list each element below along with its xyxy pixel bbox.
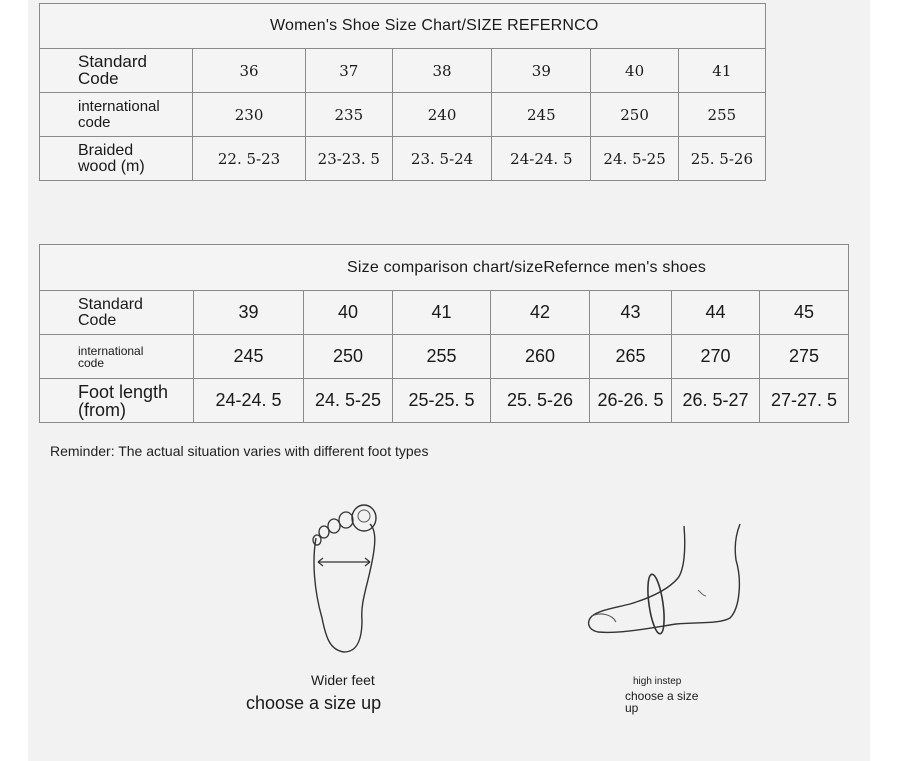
cell-value: 26. 5-27 [672,379,760,423]
men-size-chart [39,244,849,423]
row-label: international code [40,335,194,379]
men-row-foot-length [40,379,849,423]
wide-feet-label: Wider feet [311,672,375,688]
women-row-braided-wood [40,137,766,181]
men-chart-title: Size comparison chart/sizeRefernce men's shoes [40,245,849,291]
cell-value: 42 [491,291,590,335]
cell-value: 40 [304,291,393,335]
cell-value: 245 [194,335,304,379]
cell-value: 260 [491,335,590,379]
women-chart-title: Women's Shoe Size Chart/SIZE REFERNCO [40,4,766,49]
cell-value: 37 [305,49,392,93]
wide-feet-advice: choose a size up [246,693,382,713]
high-instep-foot-icon [580,520,750,650]
cell-value: 24-24. 5 [492,137,591,181]
cell-value: 36 [193,49,305,93]
row-label: Standard Code [40,49,193,93]
cell-value: 245 [492,93,591,137]
cell-value: 240 [392,93,491,137]
cell-value: 250 [591,93,678,137]
cell-value: 39 [492,49,591,93]
cell-value: 275 [760,335,849,379]
row-label: Braided wood (m) [40,137,193,181]
cell-value: 235 [305,93,392,137]
cell-value: 41 [393,291,491,335]
cell-value: 39 [194,291,304,335]
women-row-international-code [40,93,766,137]
cell-value: 265 [590,335,672,379]
men-row-standard-code [40,291,849,335]
cell-value: 38 [392,49,491,93]
women-row-standard-code [40,49,766,93]
men-row-international-code [40,335,849,379]
cell-value: 255 [393,335,491,379]
cell-value: 23. 5-24 [392,137,491,181]
cell-value: 27-27. 5 [760,379,849,423]
high-instep-advice: choose a size up [625,689,699,715]
cell-value: 41 [678,49,765,93]
row-label: international code [40,93,193,137]
row-label: Standard Code [40,291,194,335]
high-instep-label: high instep [633,676,682,687]
cell-value: 270 [672,335,760,379]
cell-value: 44 [672,291,760,335]
reminder-note: Reminder: The actual situation varies with different foot types [50,443,429,459]
cell-value: 24. 5-25 [591,137,678,181]
cell-value: 250 [304,335,393,379]
cell-value: 24-24. 5 [194,379,304,423]
cell-value: 25. 5-26 [491,379,590,423]
cell-value: 24. 5-25 [304,379,393,423]
row-label: Foot length (from) [40,379,194,423]
cell-value: 26-26. 5 [590,379,672,423]
wide-foot-icon [300,500,390,660]
cell-value: 25-25. 5 [393,379,491,423]
cell-value: 45 [760,291,849,335]
cell-value: 40 [591,49,678,93]
cell-value: 23-23. 5 [305,137,392,181]
cell-value: 255 [678,93,765,137]
women-size-chart [39,3,766,181]
cell-value: 230 [193,93,305,137]
cell-value: 22. 5-23 [193,137,305,181]
cell-value: 25. 5-26 [678,137,765,181]
cell-value: 43 [590,291,672,335]
